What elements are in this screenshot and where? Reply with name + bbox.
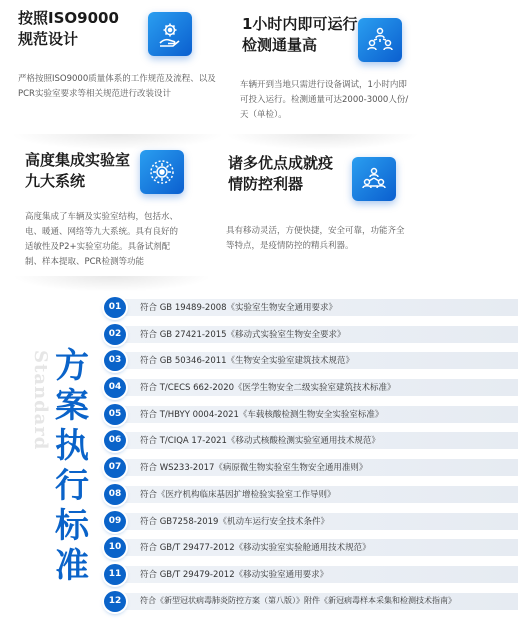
standard-text: 符合 GB7258-2019《机动车运行安全技术条件》 — [140, 516, 329, 527]
standard-text: 符合《医疗机构临床基因扩增检验实验室工作导则》 — [140, 489, 336, 500]
standard-item — [100, 481, 518, 508]
standard-number-badge: 07 — [104, 457, 126, 478]
standard-item — [100, 294, 518, 321]
standard-number-badge: 12 — [104, 591, 126, 612]
standard-text: 符合 WS233-2017《病原微生物实验室生物安全通用准则》 — [140, 463, 368, 474]
hand-gear-icon — [148, 12, 192, 56]
standard-number-badge: 08 — [104, 484, 126, 505]
standard-item — [100, 347, 518, 374]
card-shadow — [225, 134, 420, 150]
feature-title: 按照ISO9000 规范设计 — [18, 9, 119, 48]
gear-circuit-icon — [140, 150, 184, 194]
section-title-cn: 方 案 执 行 标 准 — [55, 346, 89, 586]
standard-text: 符合《新型冠状病毒肺炎防控方案（第八版）》附件《新冠病毒样本采集和检测技术指南》 — [140, 595, 456, 605]
standard-text: 符合 T/CECS 662-2020《医学生物安全二级实验室建筑技术标准》 — [140, 383, 396, 394]
team-network-icon — [358, 18, 402, 62]
standard-item — [100, 561, 518, 588]
feature-desc: 具有移动灵活，方便快捷，安全可靠，功能齐全等特点，是疫情防控的精兵利器。 — [226, 226, 405, 251]
section-title-en: Standard — [30, 350, 51, 451]
standard-item — [100, 588, 518, 615]
standard-text: 符合 GB 19489-2008《实验室生物安全通用要求》 — [140, 303, 338, 313]
standard-text: 符合 T/CIQA 17-2021《移动式核酸检测实验室通用技术规范》 — [140, 436, 380, 447]
feature-title: 高度集成实验室 九大系统 — [25, 151, 131, 190]
feature-desc: 高度集成了车辆及实验室结构，包括水、电、暖通、网络等九大系统。具有良好的适敏性及P2+实验室功能。具备试剂配制、样本提取、PCR检测等功能 — [25, 212, 179, 267]
standard-text: 符合 GB 50346-2011《生物安全实验室建筑技术规范》 — [140, 356, 355, 367]
standard-number-badge: 11 — [104, 564, 126, 585]
feature-desc: 严格按照ISO9000质量体系的工作规范及流程、以及PCR实验室要求等相关规范进行改装设计 — [18, 74, 216, 99]
people-triangle-icon — [352, 157, 396, 201]
feature-desc: 车辆开到当地只需进行设备调试，1小时内即可投入运行。检测通量可达2000-3000人份/天（单检）。 — [240, 80, 409, 120]
standard-item — [100, 534, 518, 561]
standard-text: 符合 GB/T 29477-2012《移动实验室实验舱通用技术规范》 — [140, 543, 371, 554]
standard-number-badge: 10 — [104, 537, 126, 558]
standard-number-badge: 05 — [104, 404, 126, 425]
standard-item — [100, 321, 518, 348]
standard-item — [100, 427, 518, 454]
standards-list — [100, 294, 518, 614]
standard-number-badge: 01 — [104, 297, 126, 318]
card-shadow — [12, 276, 212, 292]
card-shadow — [10, 134, 225, 150]
standard-number-badge: 06 — [104, 430, 126, 451]
standard-number-badge: 03 — [104, 350, 126, 371]
standard-number-badge: 04 — [104, 377, 126, 398]
standard-number-badge: 02 — [104, 324, 126, 345]
feature-title: 1小时内即可运行 检测通量高 — [242, 15, 358, 54]
standard-item — [100, 401, 518, 428]
standard-item — [100, 374, 518, 401]
standard-item — [100, 508, 518, 535]
standard-number-badge: 09 — [104, 511, 126, 532]
feature-title: 诸多优点成就疫 情防控利器 — [228, 154, 334, 193]
standard-text: 符合 T/HBYY 0004-2021《车载核酸检测生物安全实验室标准》 — [140, 409, 384, 420]
standard-text: 符合 GB 27421-2015《移动式实验室生物安全要求》 — [140, 329, 346, 340]
standard-text: 符合 GB/T 29479-2012《移动实验室通用要求》 — [140, 569, 329, 580]
standard-item — [100, 454, 518, 481]
